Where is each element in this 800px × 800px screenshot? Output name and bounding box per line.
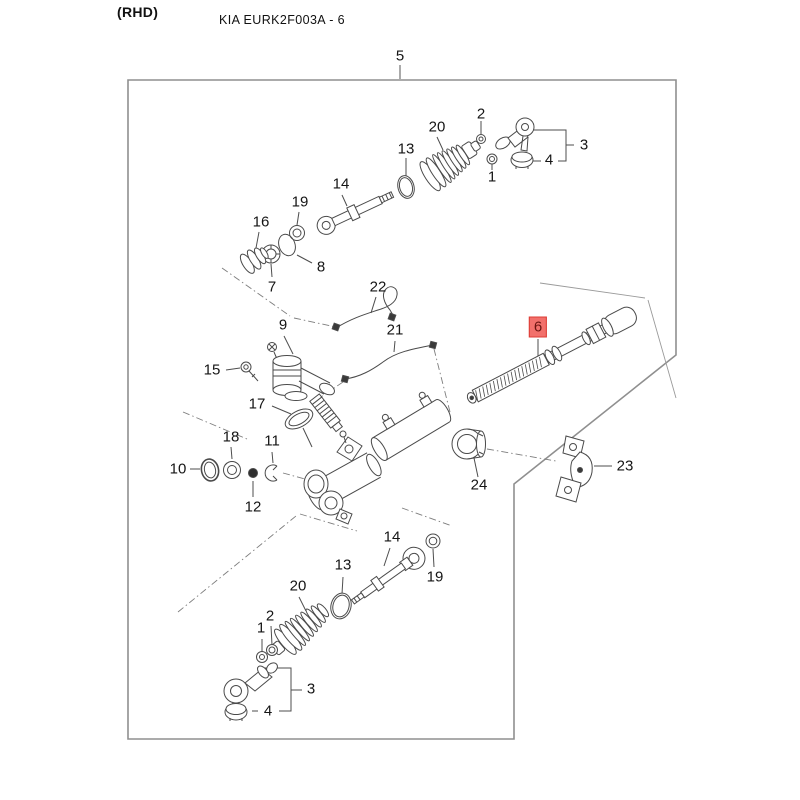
part-label-23[interactable]: 23 <box>616 457 634 475</box>
nut-12 <box>249 469 258 478</box>
part-label-20[interactable]: 20 <box>428 118 446 136</box>
part-label-13[interactable]: 13 <box>397 140 415 158</box>
part-label-24[interactable]: 24 <box>470 476 488 494</box>
rack-bar-6 <box>464 304 640 409</box>
part-label-20[interactable]: 20 <box>289 577 307 595</box>
part-label-11[interactable]: 11 <box>264 432 280 450</box>
part-label-1[interactable]: 1 <box>487 168 497 186</box>
part-label-2[interactable]: 2 <box>265 607 275 625</box>
tie-rod-end-top <box>494 118 534 169</box>
part-label-21[interactable]: 21 <box>386 321 404 339</box>
housing-tube <box>361 385 454 463</box>
part-label-13[interactable]: 13 <box>334 556 352 574</box>
part-label-14[interactable]: 14 <box>383 528 401 546</box>
parts-artwork <box>199 118 639 721</box>
part-label-22[interactable]: 22 <box>369 278 387 296</box>
part-label-7[interactable]: 7 <box>267 278 277 296</box>
part-label-18[interactable]: 18 <box>222 428 240 446</box>
part-label-14[interactable]: 14 <box>332 175 350 193</box>
part-label-15[interactable]: 15 <box>203 361 221 379</box>
part-label-4[interactable]: 4 <box>263 702 273 720</box>
drive-type-label: (RHD) <box>117 4 159 20</box>
part-label-6[interactable]: 6 <box>529 317 547 338</box>
leader-lines <box>190 118 612 711</box>
gasket-17 <box>282 405 316 433</box>
ring-13-top <box>395 174 416 200</box>
part-label-19[interactable]: 19 <box>426 568 444 586</box>
part-label-1[interactable]: 1 <box>256 619 266 637</box>
part-label-5[interactable]: 5 <box>395 47 405 65</box>
nut-18 <box>224 462 241 479</box>
ring-13-bottom <box>328 591 354 621</box>
part-label-3[interactable]: 3 <box>579 136 589 154</box>
pipe-21 <box>341 341 436 382</box>
part-label-16[interactable]: 16 <box>252 213 270 231</box>
part-label-4[interactable]: 4 <box>544 151 554 169</box>
bolt-15 <box>241 362 258 381</box>
part-label-2[interactable]: 2 <box>476 105 486 123</box>
part-label-19[interactable]: 19 <box>291 193 309 211</box>
part-label-9[interactable]: 9 <box>278 316 288 334</box>
catalog-code-title: KIA EURK2F003A - 6 <box>219 13 346 27</box>
part-label-8[interactable]: 8 <box>316 258 326 276</box>
inner-tie-rod-top <box>314 186 396 237</box>
part-label-10[interactable]: 10 <box>169 460 187 478</box>
part-label-17[interactable]: 17 <box>248 395 266 413</box>
bushing-24 <box>452 429 486 459</box>
clip-11 <box>265 465 277 481</box>
part-label-12[interactable]: 12 <box>244 498 262 516</box>
part-label-3[interactable]: 3 <box>306 680 316 698</box>
ring-10 <box>199 457 220 482</box>
